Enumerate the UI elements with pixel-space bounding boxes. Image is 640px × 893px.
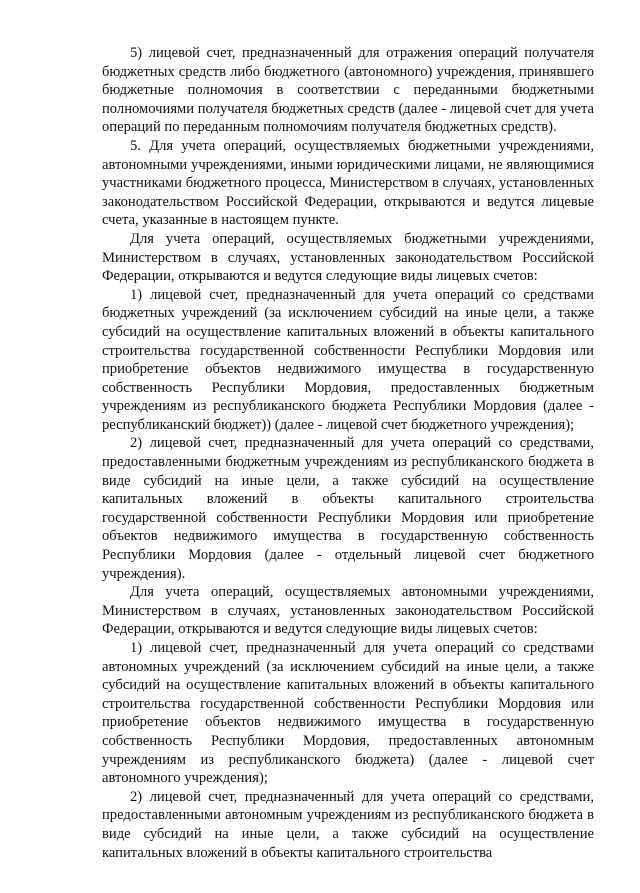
paragraph: 2) лицевой счет, предназначенный для учета операций со средствами, предоставленными бюджетным учреждениям из республиканского бюджета в виде субсидий на иные цели, а также субсидий на осуществление капитальных вложений в объекты капитального строительства государственной собственности Республики Мордовия или приобретение объектов недвижимого имущества в государственную собственность Республики Мордовия (далее - отдельный лицевой счет бюджетного учреждения). bbox=[102, 435, 594, 582]
paragraph: Для учета операций, осуществляемых бюджетными учреждениями, Министерством в случаях, установленных законодательством Российской Федерации, открываются и ведутся следующие виды лицевых счетов: bbox=[102, 230, 594, 285]
document-body bbox=[102, 44, 594, 862]
paragraph: 1) лицевой счет, предназначенный для учета операций со средствами бюджетных учреждений (за исключением субсидий на иные цели, а также субсидий на осуществление капитальных вложений в объекты капитального строительства государственной собственности Республики Мордовия или приобретение объектов недвижимого имущества в государственную собственность Республики Мордовия, предоставленных бюджетным учреждениям из республиканского бюджета Республики Мордовия (далее - республиканский бюджет)) (далее - лицевой счет бюджетного учреждения); bbox=[102, 286, 594, 433]
paragraph: 5) лицевой счет, предназначенный для отражения операций получателя бюджетных средств либо бюджетного (автономного) учреждения, принявшего бюджетные полномочия в соответствии с переданными бюджетными полномочиями получателя бюджетных средств (далее - лицевой счет для учета операций по переданным полномочиям получателя бюджетных средств). bbox=[102, 45, 594, 136]
paragraph: 1) лицевой счет, предназначенный для учета операций со средствами автономных учреждений (за исключением субсидий на иные цели, а также субсидий на осуществление капитальных вложений в объекты капитального строительства государственной собственности Республики Мордовия или приобретение объектов недвижимого имущества в государственную собственность Республики Мордовия, предоставленных автономным учреждениям из республиканского бюджета) (далее - лицевой счет автономного учреждения); bbox=[102, 640, 594, 787]
paragraph: 2) лицевой счет, предназначенный для учета операций со средствами, предоставленными автономным учреждениям из республиканского бюджета в виде субсидий на иные цели, а также субсидий на осуществление капитальных вложений в объекты капитального строительства bbox=[102, 788, 594, 861]
paragraph: Для учета операций, осуществляемых автономными учреждениями, Министерством в случаях, установленных законодательством Российской Федерации, открываются и ведутся следующие виды лицевых счетов: bbox=[102, 584, 594, 638]
paragraph: 5. Для учета операций, осуществляемых бюджетными учреждениями, автономными учреждениями, иными юридическими лицами, не являющимися участниками бюджетного процесса, Министерством в случаях, установленных законодательством Российской Федерации, открываются и ведутся лицевые счета, указанные в настоящем пункте. bbox=[102, 137, 594, 229]
